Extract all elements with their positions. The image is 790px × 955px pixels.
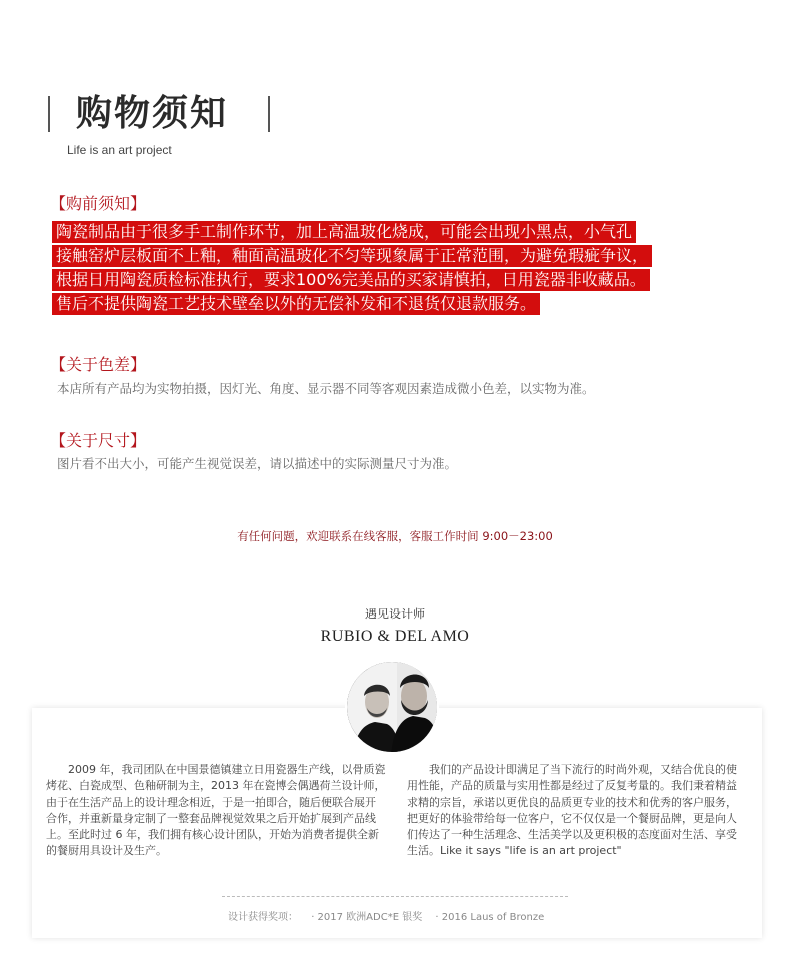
designer-story-left: 2009 年，我司团队在中国景德镇建立日用瓷器生产线，以骨质瓷烤花、白瓷成型、色釉研制为主，2013 年在瓷博会偶遇荷兰设计师，由于在生活产品上的设计理念相近，于是一拍即合，随后便联合展开合作，并重新量身定制了一整套品牌视觉效果之后开始扩展到产品线上。至此时过 6 年，我们拥有核心设计团队，开始为消费者提供全新的餐厨用具设计及生产。	[46, 763, 386, 858]
awards-label: 设计获得奖项：	[228, 912, 298, 923]
designers-photo-icon	[347, 662, 439, 754]
title-divider-right	[268, 96, 270, 132]
title-divider-left	[48, 96, 50, 132]
award-item: · 2016 Laus of Bronze	[435, 912, 545, 923]
designer-intro: 遇见设计师	[364, 607, 425, 621]
award-item: · 2017 欧洲ADC*E 银奖	[311, 912, 423, 923]
contact-info: 有任何问题，欢迎联系在线客服，客服工作时间 9:00－23:00	[237, 529, 553, 543]
designer-name: RUBIO & DEL AMO	[320, 628, 470, 645]
size-heading: 【关于尺寸】	[50, 431, 147, 450]
color-difference-heading: 【关于色差】	[50, 355, 147, 374]
notice-line: 根据日用陶瓷质检标准执行，要求100%完美品的买家请慎拍，日用瓷器非收藏品。	[52, 268, 762, 291]
designer-avatar	[345, 660, 439, 754]
color-difference-text: 本店所有产品均为实物拍摄，因灯光、角度、显示器不同等客观因素造成微小色差，以实物为准。	[57, 381, 595, 396]
designer-story-right: 我们的产品设计即满足了当下流行的时尚外观，又结合优良的使用性能，产品的质量与实用性都是经过了反复考量的。我们秉着精益求精的宗旨，承诺以更优良的品质更专业的技术和优秀的客户服务，把更好的体验带给每一位客户，它不仅仅是一个餐厨品牌，更是向人们传达了一种生活理念、生活美学以及更积极的态度面对生活、享受生活。Like it says "life is an art project"	[407, 763, 737, 858]
size-text: 图片看不出大小，可能产生视觉误差，请以描述中的实际测量尺寸为准。	[57, 456, 458, 471]
page-subtitle: Life is an art project	[67, 143, 172, 157]
pre-purchase-notice	[52, 220, 762, 316]
notice-line: 接触窑炉层板面不上釉，釉面高温玻化不匀等现象属于正常范围，为避免瑕疵争议，	[52, 244, 762, 267]
pre-purchase-heading: 【购前须知】	[50, 194, 147, 213]
awards-divider	[222, 896, 568, 897]
title-block	[48, 92, 270, 136]
awards-line	[228, 908, 554, 923]
notice-line: 陶瓷制品由于很多手工制作环节，加上高温玻化烧成，可能会出现小黑点，小气孔	[52, 220, 762, 243]
page-title: 购物须知	[76, 93, 229, 134]
notice-line: 售后不提供陶瓷工艺技术壁垒以外的无偿补发和不退货仅退款服务。	[52, 292, 762, 315]
